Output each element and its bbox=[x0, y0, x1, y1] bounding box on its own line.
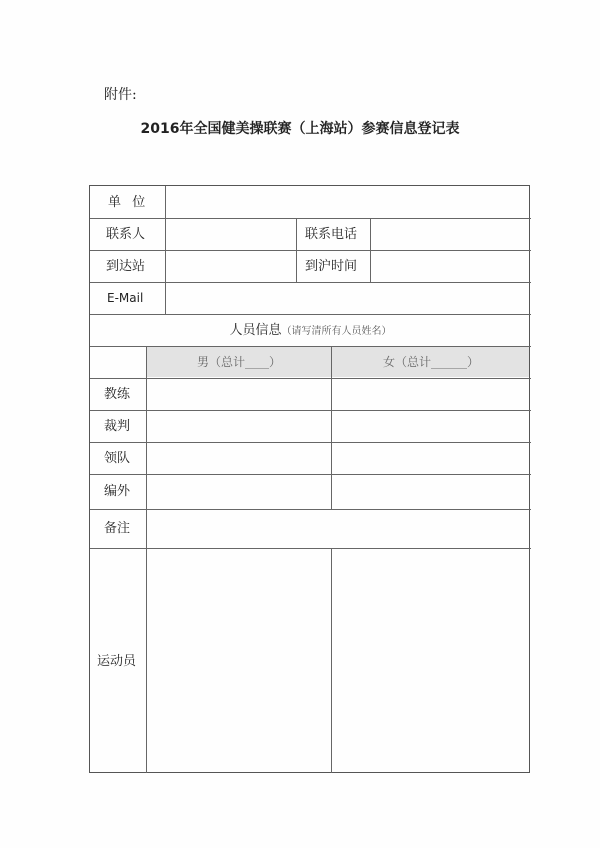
arrival-time-label: 到沪时间 bbox=[305, 259, 358, 274]
male-header: 男（总计____） bbox=[196, 355, 281, 369]
arrival-station-input[interactable] bbox=[166, 251, 295, 281]
personnel-heading bbox=[90, 324, 531, 337]
athletes-label: 运动员 bbox=[97, 654, 137, 669]
phone-label: 联系电话 bbox=[305, 227, 358, 242]
registration-form bbox=[89, 185, 530, 773]
row-label-coach: 教练 bbox=[104, 387, 131, 402]
unit-label: 单 位 bbox=[108, 195, 147, 210]
personnel-note: （请写清所有人员姓名） bbox=[281, 326, 392, 337]
contact-input[interactable] bbox=[166, 219, 295, 249]
attachment-label: 附件: bbox=[104, 87, 137, 103]
email-label: E-Mail bbox=[107, 291, 144, 305]
row-label-team-leader: 领队 bbox=[104, 451, 131, 466]
form-title: 2016年全国健美操联赛（上海站）参赛信息登记表 bbox=[140, 121, 460, 137]
female-header: 女（总计______） bbox=[382, 355, 479, 369]
contact-label: 联系人 bbox=[106, 227, 146, 242]
email-input[interactable] bbox=[166, 283, 530, 313]
remarks-label: 备注 bbox=[104, 521, 131, 536]
personnel-title: 人员信息 bbox=[229, 323, 282, 338]
phone-input[interactable] bbox=[371, 219, 530, 249]
arrival-time-input[interactable] bbox=[371, 251, 530, 281]
row-label-extra: 编外 bbox=[104, 484, 131, 499]
arrival-station-label: 到达站 bbox=[106, 259, 146, 274]
row-label-referee: 裁判 bbox=[104, 419, 131, 434]
unit-input[interactable] bbox=[166, 187, 530, 217]
